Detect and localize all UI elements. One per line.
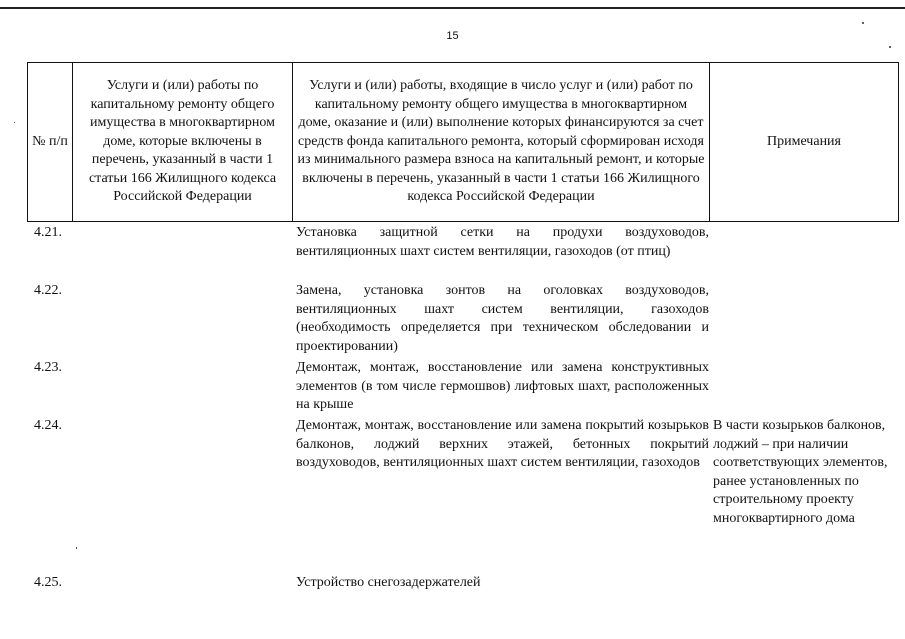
- row-description-text: Замена, установка зонтов на оголовках воздуховодов, вентиляционных шахт систем вентиляции, газоходов (необходимость определяется при техническом обследовании и проектировании): [296, 283, 709, 354]
- row-description: [296, 574, 709, 593]
- header-description: Услуги и (или) работы, входящие в число услуг и (или) работ по капитальному ремонту общего имущества в многоквартирном доме, оказание и (или) выполнение которых финансируются за счет средств фонда капитального ремонта, который сформирован исходя из минимального размера взноса на капитальный ремонт, и которые включены в перечень, указанный в части 1 статьи 166 Жилищного кодекса Российской Федерации: [297, 78, 705, 205]
- row-description-text: Демонтаж, монтаж, восстановление или замена покрытий козырьков балконов, лоджий верхних этажей, бетонных покрытий воздуховодов, вентиляционных шахт систем вентиляции, газоходов: [296, 418, 709, 470]
- row-description: [296, 224, 709, 261]
- row-number: 4.21.: [34, 225, 62, 240]
- page-top-rule: [0, 7, 905, 9]
- row-description: [296, 417, 709, 473]
- row-description: [296, 359, 709, 415]
- row-number: 4.23.: [34, 360, 62, 375]
- page-number: 15: [446, 30, 459, 42]
- row-number: 4.22.: [34, 283, 62, 298]
- scan-speck: [14, 122, 15, 123]
- header-service: Услуги и (или) работы по капитальному ремонту общего имущества в многоквартирном доме, которые включены в перечень, указанный в части 1 статьи 166 Жилищного кодекса Российской Федерации: [88, 78, 277, 205]
- scan-speck: [76, 547, 77, 549]
- row-description: [296, 282, 709, 356]
- header-notes: Примечания: [766, 133, 841, 149]
- scan-speck: [889, 46, 891, 48]
- row-number: 4.24.: [34, 418, 62, 433]
- scan-speck: [862, 22, 864, 24]
- row-note: В части козырьков балконов, лоджий – при наличии соответствующих элементов, ранее установленных по строительному проекту многоквартирного дома: [713, 418, 888, 526]
- row-description-text: Устройство снегозадержателей: [296, 575, 481, 590]
- row-description-text: Установка защитной сетки на продухи воздуховодов, вентиляционных шахт систем вентиляции, газоходов (от птиц): [296, 225, 709, 259]
- header-num: № п/п: [32, 133, 68, 149]
- row-description-text: Демонтаж, монтаж, восстановление или замена конструктивных элементов (в том числе гермошвов) лифтовых шахт, расположенных на крыше: [296, 360, 709, 412]
- row-number: 4.25.: [34, 575, 62, 590]
